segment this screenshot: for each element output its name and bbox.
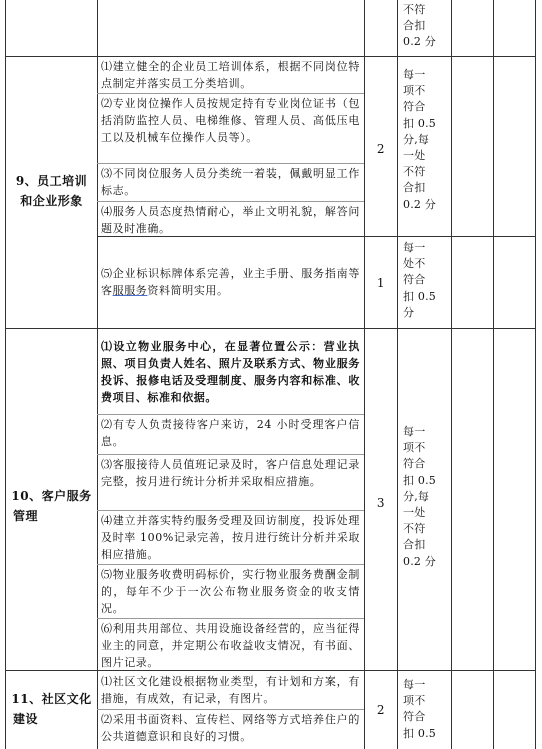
deduction-cell bbox=[397, 2, 451, 51]
score-cell: 3 bbox=[376, 496, 386, 510]
deduction-line: 项不 bbox=[403, 441, 426, 455]
category-label: 10、客户服务 bbox=[11, 489, 92, 503]
table-border bbox=[451, 0, 452, 749]
row-divider bbox=[97, 510, 364, 511]
row-divider bbox=[97, 454, 364, 455]
requirement-text: ⑸企业标识标牌体系完善，业主手册、服务指南等客 bbox=[101, 267, 360, 297]
deduction-line: 处不 bbox=[403, 257, 426, 271]
score-cell: 2 bbox=[376, 703, 386, 717]
deduction-line: 分 bbox=[403, 305, 415, 319]
requirement-text-underlined: 服服务 bbox=[112, 284, 148, 297]
category-label: 建设 bbox=[13, 712, 39, 726]
requirement-item: ⑹利用共用部位、共用设施设备经营的，应当征得业主的同意，并定期公布收益收支情况，有书面、图片记录。 bbox=[101, 622, 360, 669]
deduction-line: 0.2 分 bbox=[403, 197, 436, 211]
deduction-line: 扣 0.5 bbox=[403, 116, 436, 130]
requirement-item: ⑶客服接待人员值班记录及时，客户信息处理记录完整，按月进行统计分析并采取相应措施。 bbox=[101, 458, 360, 488]
requirement-text: 资料简明实用。 bbox=[147, 284, 229, 297]
requirement-item: ⑷服务人员态度热情耐心，举止文明礼貌，解答问题及时准确。 bbox=[101, 205, 360, 235]
requirement-item: ⑷建立并落实特约服务受理及回访制度，投诉处理及时率 100%记录完善，按月进行统计分析并采取相应措施。 bbox=[101, 514, 360, 561]
row-divider bbox=[97, 414, 364, 415]
requirement-item: ⑸物业服务收费明码标价，实行物业服务费酬金制的，每年不少于一次公布物业服务资金的收支情况。 bbox=[101, 568, 360, 615]
deduction-line: 项不 bbox=[403, 694, 426, 708]
deduction-line: 分,每 bbox=[403, 132, 430, 146]
table-border bbox=[5, 328, 536, 329]
deduction-line: 项不 bbox=[403, 84, 426, 98]
deduction-cell bbox=[397, 677, 451, 742]
requirement-item: ⑴社区文化建设根据物业类型，有计划和方案，有措施，有成效，有记录，有图片。 bbox=[101, 675, 360, 705]
row-divider bbox=[97, 709, 364, 710]
requirement-item: ⑴设立物业服务中心，在显著位置公示：营业执照、项目负责人姓名、照片及联系方式、物业服务投诉、报修电话及受理制度、服务内容和标准、收费项目、标准和依据。 bbox=[101, 340, 360, 404]
deduction-line: 每一 bbox=[403, 678, 426, 691]
deduction-line: 合扣 bbox=[403, 538, 426, 552]
deduction-line: 不符 bbox=[403, 165, 426, 179]
deduction-line: 符合 bbox=[403, 100, 426, 114]
table-border bbox=[364, 0, 365, 749]
category-cell bbox=[6, 689, 97, 729]
row-divider bbox=[97, 163, 364, 164]
row-divider bbox=[97, 201, 364, 202]
category-label: 管理 bbox=[13, 509, 39, 523]
requirement-item bbox=[98, 265, 364, 299]
deduction-line: 扣 0.5 bbox=[403, 726, 436, 740]
deduction-line: 符合 bbox=[403, 710, 426, 724]
deduction-line: 每一 bbox=[403, 68, 426, 81]
deduction-line: 一处 bbox=[403, 149, 426, 163]
score-cell: 2 bbox=[376, 142, 386, 156]
deduction-line: 扣 0.5 bbox=[403, 289, 436, 303]
table-border bbox=[5, 56, 536, 57]
row-divider bbox=[97, 618, 364, 619]
deduction-line: 分,每 bbox=[403, 489, 430, 503]
requirement-item: ⑶不同岗位服务人员分类统一着装，佩戴明显工作标志。 bbox=[101, 167, 360, 197]
deduction-line: 每一 bbox=[403, 241, 426, 254]
table-border bbox=[535, 0, 536, 749]
deduction-line: 合扣 bbox=[403, 181, 426, 195]
category-cell bbox=[6, 486, 97, 526]
deduction-cell bbox=[397, 240, 451, 321]
requirement-item: ⑵有专人负责接待客户来访，24 小时受理客户信息。 bbox=[101, 418, 360, 448]
requirement-item: ⑵专业岗位操作人员按规定持有专业岗位证书（包括消防监控人员、电梯维修、管理人员、高低压电工以及机械车位操作人员等）。 bbox=[101, 97, 360, 144]
deduction-line: 0.2 分 bbox=[403, 35, 436, 49]
category-label: 9、员工培训 bbox=[15, 174, 88, 188]
table-border bbox=[5, 0, 6, 749]
category-cell bbox=[6, 171, 97, 211]
category-label: 和企业形象 bbox=[20, 194, 83, 208]
category-label: 11、社区文化 bbox=[11, 692, 92, 706]
row-divider bbox=[97, 93, 364, 94]
deduction-line: 0.2 分 bbox=[403, 554, 436, 568]
requirement-item: ⑵采用书面资料、宣传栏、网络等方式培养住户的公共道德意识和良好的习惯。 bbox=[101, 713, 360, 743]
row-divider bbox=[97, 564, 364, 565]
deduction-line: 一处 bbox=[403, 506, 426, 520]
deduction-line: 扣 0.5 bbox=[403, 473, 436, 487]
score-cell: 1 bbox=[376, 276, 386, 290]
deduction-cell bbox=[397, 67, 451, 213]
deduction-line: 每一 bbox=[403, 425, 426, 438]
deduction-line: 符合 bbox=[403, 457, 426, 471]
deduction-line: 不符 bbox=[403, 3, 426, 16]
requirement-item: ⑴建立健全的企业员工培训体系，根据不同岗位特点制定并落实员工分类培训。 bbox=[101, 60, 360, 90]
deduction-cell bbox=[397, 424, 451, 570]
deduction-line: 不符 bbox=[403, 522, 426, 536]
deduction-line: 合扣 bbox=[403, 19, 426, 33]
deduction-line: 符合 bbox=[403, 273, 426, 287]
table-border bbox=[493, 0, 494, 749]
